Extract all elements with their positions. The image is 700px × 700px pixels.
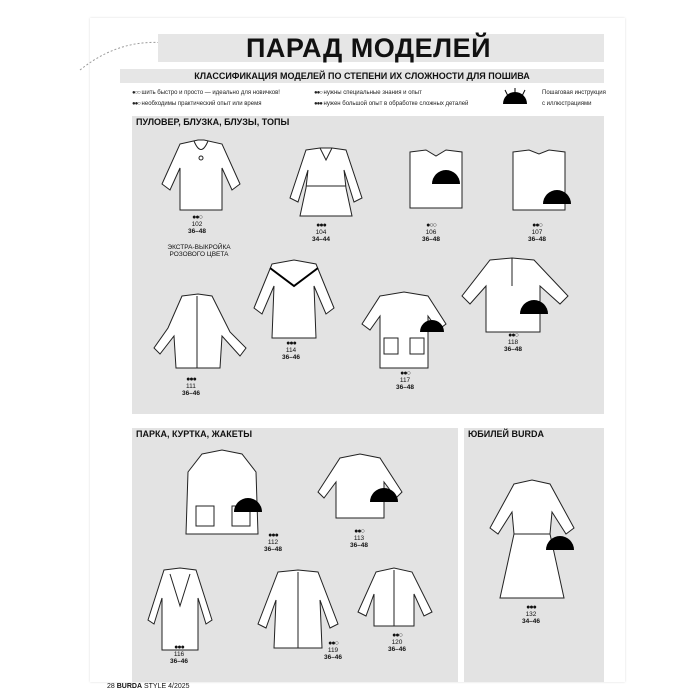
dots-2-icon: ●●○ (132, 101, 140, 107)
model-size: 36–48 (187, 228, 207, 235)
section-jubilee-title: ЮБИЛЕЙ BURDA (468, 429, 545, 439)
rating-dots-icon: ●●● (174, 644, 184, 651)
model-number: 112 (267, 539, 279, 546)
section-outerwear-title: ПАРКА, КУРТКА, ЖАКЕТЫ (136, 429, 253, 439)
section-tops-title: ПУЛОВЕР, БЛУЗКА, БЛУЗЫ, ТОПЫ (136, 117, 290, 127)
model-size: 36–48 (263, 546, 283, 553)
dots-3-icon: ●●○ (314, 90, 322, 96)
page-folio (107, 683, 190, 690)
legend-instructions (542, 90, 606, 96)
legend-skills-text: нужны специальные знания и опыт (323, 90, 422, 96)
legend-practice (132, 101, 261, 107)
model-card-111[interactable] (176, 376, 206, 397)
model-number: 106 (425, 229, 437, 236)
rating-dots-icon: ●●○ (328, 640, 338, 647)
garment-116-drawing (142, 566, 218, 654)
rating-dots-icon: ●○○ (426, 222, 436, 229)
model-size: 34–46 (521, 618, 541, 625)
model-number: 102 (191, 221, 203, 228)
garment-102-drawing (158, 138, 244, 216)
garment-118-drawing (460, 256, 572, 336)
legend-easy (132, 90, 280, 96)
rating-dots-icon: ●●○ (192, 214, 202, 221)
rating-dots-icon: ●●● (186, 376, 196, 383)
model-number: 111 (186, 383, 196, 390)
model-card-116[interactable] (164, 644, 194, 665)
legend-skills (314, 90, 422, 96)
garment-112-drawing (176, 448, 270, 540)
model-card-107[interactable] (522, 222, 552, 243)
model-number: 120 (391, 639, 403, 646)
garment-114-drawing (248, 256, 340, 342)
rating-dots-icon: ●●● (286, 340, 296, 347)
model-number: 107 (531, 229, 543, 236)
rating-dots-icon: ●●● (316, 222, 326, 229)
rating-dots-icon: ●●○ (532, 222, 542, 229)
brand-name: BURDA (116, 683, 143, 690)
legend-illustrated-text: с иллюстрациями (542, 101, 592, 107)
model-size: 36–48 (527, 236, 547, 243)
page-subtitle: КЛАССИФИКАЦИЯ МОДЕЛЕЙ ПО СТЕПЕНИ ИХ СЛОЖНОСТИ ДЛЯ ПОШИВА (120, 69, 604, 83)
legend-expert (314, 101, 468, 107)
garment-120-drawing (354, 566, 436, 632)
model-number: 118 (507, 339, 519, 346)
rating-dots-icon: ●●● (526, 604, 536, 611)
dots-1-icon: ●○○ (132, 90, 140, 96)
legend-practice-text: необходимы практический опыт или время (141, 101, 262, 107)
model-card-102[interactable] (182, 214, 212, 235)
garment-111-drawing (150, 292, 252, 372)
rating-dots-icon: ●●○ (400, 370, 410, 377)
garment-104-drawing (286, 146, 366, 220)
garment-117-drawing (358, 290, 450, 372)
model-size: 36–48 (349, 542, 369, 549)
model-card-118[interactable] (498, 332, 528, 353)
page-number: 28 (107, 683, 115, 690)
legend-instructions-text: Пошаговая инструкция (542, 90, 606, 96)
model-card-112[interactable] (258, 532, 288, 553)
model-size: 36–48 (395, 384, 415, 391)
model-number: 117 (399, 377, 411, 384)
model-size: 34–44 (311, 236, 331, 243)
garment-106-drawing (402, 148, 470, 218)
model-size: 36–48 (421, 236, 441, 243)
rating-dots-icon: ●●○ (508, 332, 518, 339)
model-number: 132 (525, 611, 537, 618)
garment-113-drawing (312, 452, 408, 524)
model-card-104[interactable] (306, 222, 336, 243)
model-size: 36–48 (503, 346, 523, 353)
legend-expert-text: нужен большой опыт в обработке сложных деталей (323, 101, 469, 107)
model-number: 113 (353, 535, 365, 542)
model-size: 36–46 (323, 654, 343, 661)
rating-dots-icon: ●●● (268, 532, 278, 539)
model-card-106[interactable] (416, 222, 446, 243)
model-number: 114 (285, 347, 297, 354)
model-card-119[interactable] (318, 640, 348, 661)
model-card-117[interactable] (390, 370, 420, 391)
dots-4-icon: ●●● (314, 101, 322, 107)
model-size: 36–46 (387, 646, 407, 653)
legend-easy-text: шить быстро и просто — идеально для новичков! (141, 90, 280, 96)
model-card-132[interactable] (516, 604, 546, 625)
model-number: 104 (315, 229, 327, 236)
model-card-114[interactable] (276, 340, 306, 361)
garment-132-drawing (484, 478, 580, 604)
model-size: 36–46 (281, 354, 301, 361)
legend-illustrated (542, 101, 591, 107)
model-card-120[interactable] (382, 632, 412, 653)
page-title: ПАРАД МОДЕЛЕЙ (246, 33, 492, 63)
model-size: 36–46 (181, 390, 201, 397)
model-number: 119 (327, 647, 339, 654)
pincushion-icon (500, 88, 530, 106)
issue-label: STYLE 4/2025 (143, 683, 190, 690)
model-card-113[interactable] (344, 528, 374, 549)
extra-pattern-label: ЭКСТРА-ВЫКРОЙКА РОЗОВОГО ЦВЕТА (167, 244, 231, 258)
model-number: 116 (173, 651, 185, 658)
model-size: 36–46 (169, 658, 189, 665)
garment-107-drawing (505, 148, 573, 216)
rating-dots-icon: ●●○ (354, 528, 364, 535)
rating-dots-icon: ●●○ (392, 632, 402, 639)
